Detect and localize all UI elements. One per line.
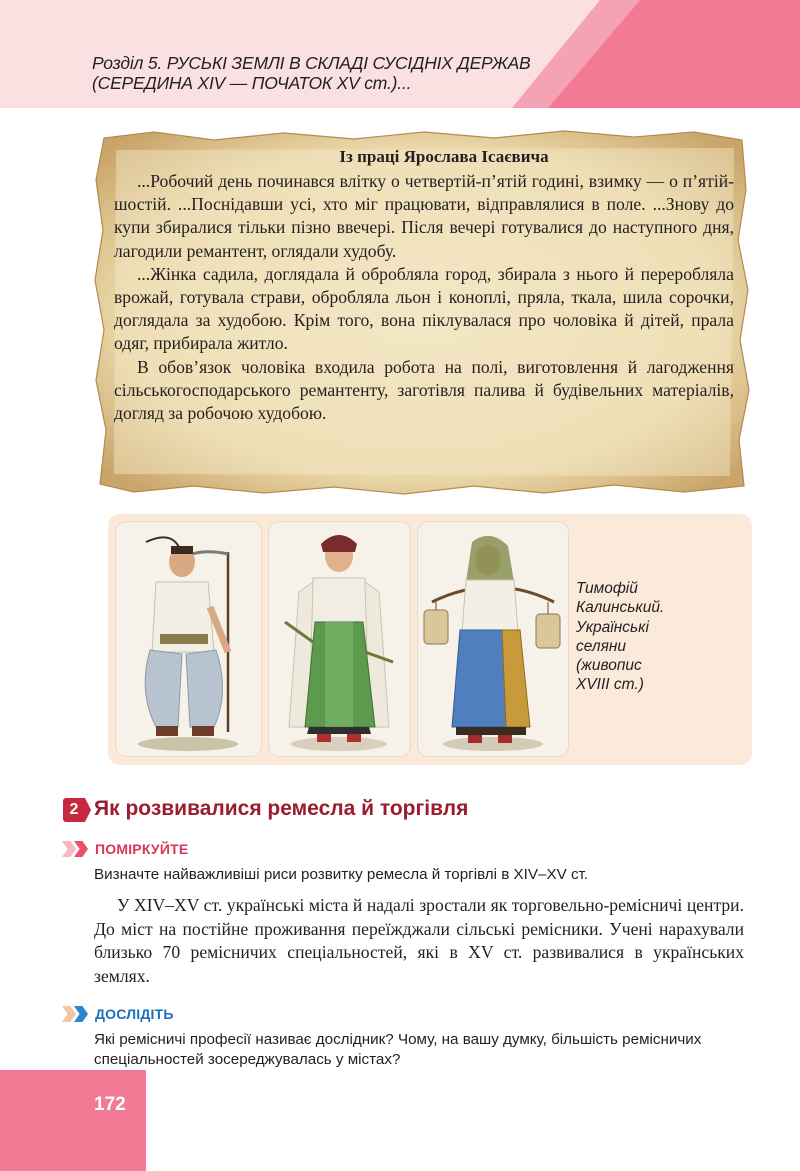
source-paragraph-2: ...Жінка садила, доглядала й обробляла город, збирала з нього й переробляла врожай, готувала страви, обробляла льон і коноплі, пряла, ткала, шила сорочки, доглядала за худобою. Крім того, вона піклувалася про чоловіка й дітей, прала одяг, прибирала житло. xyxy=(114,263,734,354)
caption-line: Калинський. xyxy=(576,599,665,617)
caption-line: селяни xyxy=(576,637,627,655)
source-title: Із праці Ярослава Ісаєвича xyxy=(339,147,549,166)
caption-line: (живопис xyxy=(576,657,642,675)
footer-pink-band xyxy=(0,1070,146,1171)
body-paragraph: У XIV–XV ст. українські міста й надалі зростали як торговельно-ремісничі центри. До міст на постійне проживання переїжджали сільські ремісники. Учені нарахували близько 70 ремісничих спеціальностей, які в XV ст. развивалися в українських землях. xyxy=(94,895,744,986)
think-task: Визначте найважливіші риси розвитку ремесла й торгівлі в XIV–XV ст. xyxy=(94,866,589,883)
chapter-header-line1: Розділ 5. РУСЬКІ ЗЕМЛІ В СКЛАДІ СУСІДНІХ ДЕРЖАВ xyxy=(92,53,531,73)
painting-peasant-woman-buckets xyxy=(418,522,568,756)
section-title: Як розвивалися ремесла й торгівля xyxy=(94,797,469,820)
explore-label: ДОСЛІДІТЬ xyxy=(95,1006,174,1022)
explore-chevron-icon xyxy=(62,1006,92,1022)
chapter-header xyxy=(92,53,562,93)
section-number-badge: 2 xyxy=(63,798,85,822)
source-paragraph-3: В обов’язок чоловіка входила робота на полі, виготовлення й лагодження сільськогосподарського ремантенту, заготівля палива й будівельних матеріалів, догляд за робочою худобою. xyxy=(114,356,734,424)
think-label: ПОМІРКУЙТЕ xyxy=(95,841,189,857)
source-text xyxy=(114,146,734,425)
source-parchment xyxy=(94,130,752,495)
source-paragraph-1: ...Робочий день починався влітку о четвертій-п’ятій годині, взимку — о п’ятій-шостій. ...Поснідавши усі, хто міг працювати, відправлялися в поле. ...Знову до купи збиралися тільки пізно ввечері. Після вечері готувалися до наступного дня, лагодили ремантент, оглядали худобу. xyxy=(114,171,734,261)
header-band xyxy=(0,0,800,108)
chapter-header-line2: (СЕРЕДИНА XIV — ПОЧАТОК XV ст.)... xyxy=(92,73,412,93)
caption-line: XVIII ст.) xyxy=(576,676,644,694)
page-number: 172 xyxy=(94,1094,126,1115)
figure-caption xyxy=(576,579,746,695)
caption-line: Тимофій xyxy=(576,580,638,597)
painting-peasant-woman-green xyxy=(269,522,410,756)
think-chevron-icon xyxy=(62,841,92,857)
illustration-block xyxy=(108,514,752,765)
caption-line: Українські xyxy=(576,618,649,636)
painting-peasant-man xyxy=(116,522,261,756)
explore-task: Які ремісничі професії називає дослідник? Чому, на вашу думку, більшість ремісничих спеціальностей зосереджувалась у містах? xyxy=(94,1031,702,1068)
